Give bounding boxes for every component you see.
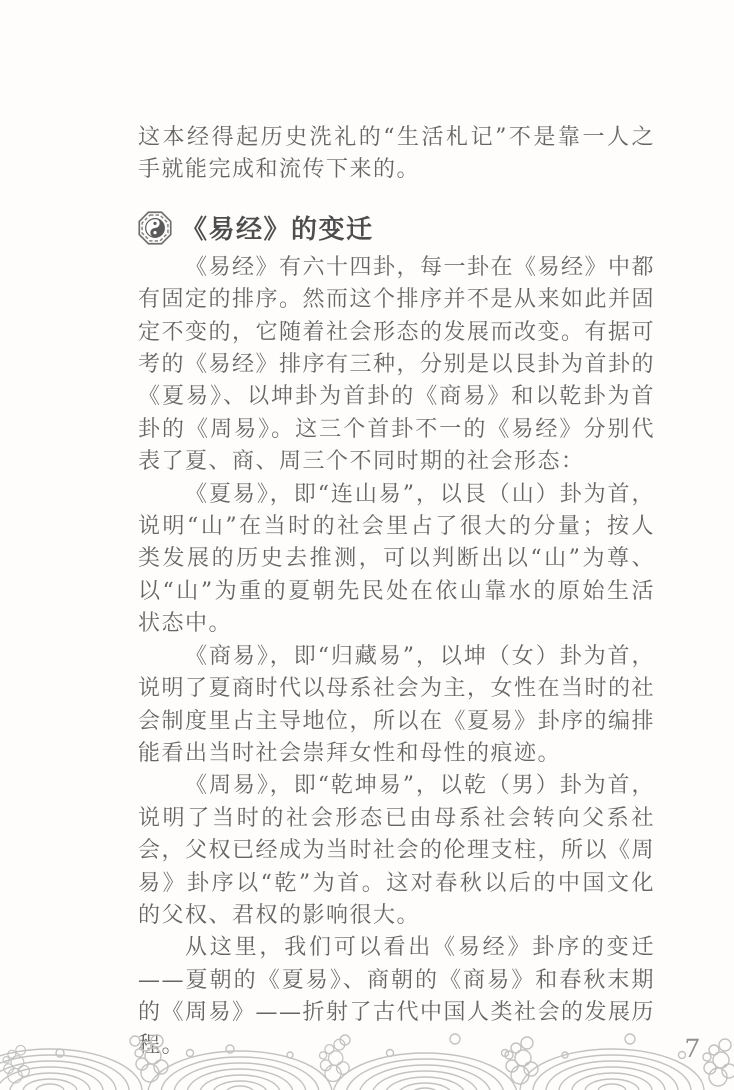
intro-paragraph: 这本经得起历史洗礼的“生活札记”不是靠一人之手就能完成和流传下来的。 <box>138 125 655 183</box>
section-heading <box>138 210 655 246</box>
wave-pattern-decoration <box>0 1015 734 1090</box>
bagua-taiji-icon <box>138 211 172 245</box>
section-title: 《易经》的变迁 <box>181 214 374 245</box>
body-paragraph: 《周易》，即“乾坤易”，以乾（男）卦为首，说明了当时的社会形态已由母系社会转向父系社会，父权已经成为当时社会的伦理支柱，所以《周易》卦序以“乾”为首。这对春秋以后的中国文化的父权、君权的影响很大。 <box>138 773 656 928</box>
body-paragraph: 《商易》，即“归藏易”，以坤（女）卦为首，说明了夏商时代以母系社会为主，女性在当时的社会制度里占主导地位，所以在《夏易》卦序的编排能看出当时社会崇拜女性和母性的痕迹。 <box>138 643 656 766</box>
body-paragraph: 从这里，我们可以看出《易经》卦序的变迁——夏朝的《夏易》、商朝的《商易》和春秋末期的《周易》——折射了古代中国人类社会的发展历程。 <box>138 935 656 1058</box>
page-content <box>138 122 655 1062</box>
body-paragraph: 《易经》有六十四卦，每一卦在《易经》中都有固定的排序。然而这个排序并不是从来如此并固定不变的，它随着社会形态的发展而改变。有据可考的《易经》排序有三种，分别是以艮卦为首卦的《夏易》、以坤卦为首卦的《商易》和以乾卦为首卦的《周易》。这三个首卦不一的《易经》分别代表了夏、商、周三个不同时期的社会形态： <box>138 254 656 475</box>
page-number: 7 <box>682 1034 701 1063</box>
body-paragraph: 《夏易》，即“连山易”，以艮（山）卦为首，说明“山”在当时的社会里占了很大的分量；按人类发展的历史去推测，可以判断出以“山”为尊、以“山”为重的夏朝先民处在依山靠水的原始生活状态中。 <box>138 481 655 637</box>
